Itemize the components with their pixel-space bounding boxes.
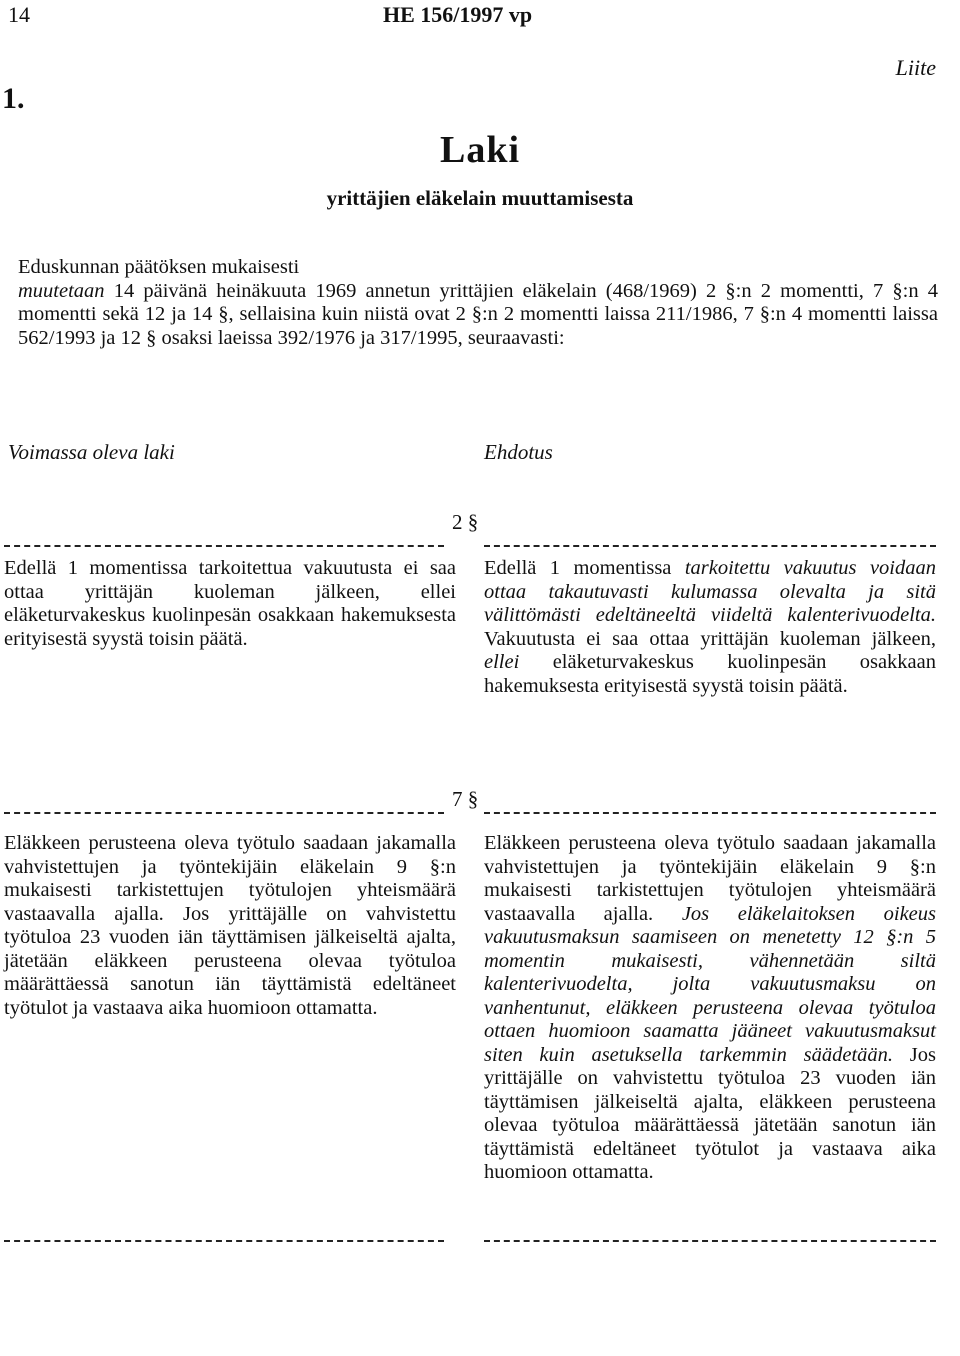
divider-line — [4, 545, 444, 547]
law-subtitle: yrittäjien eläkelain muuttamisesta — [326, 186, 634, 210]
document-id: HE 156/1997 vp — [383, 2, 533, 27]
intro-body: 14 päivänä heinäkuuta 1969 annetun yrittäjien eläkelain (468/1969) 2 §:n 2 momentti, 7 §:n 4 momentti sekä 12 ja 14 §, sellaisina kuin niistä ovat 2 §:n 2 momentti laissa 211/1986, 7 §:n 4 momentti laissa 562/1993 ja 12 § osaksi laeissa 392/1976 ja 317/1995, seuraavasti: — [18, 279, 938, 349]
divider-line — [484, 812, 936, 814]
divider-line — [4, 1240, 444, 1242]
intro-paragraph — [18, 256, 938, 350]
law-title: Laki — [439, 129, 521, 171]
text-run: Vakuutusta ei saa ottaa yrittäjän kuoleman jälkeen, — [484, 627, 936, 650]
divider-line — [4, 812, 444, 814]
section-2-proposal-text — [484, 557, 936, 698]
italic-run: Jos eläkelaitoksen oikeus vakuutusmaksun saamiseen on menetetty 12 §:n 5 momentin mukaisesti, vähennetään siltä kalenterivuodelta, jolta vakuutusmaksu on vanhentunut, eläkkeen perusteena olevaa työtuloa ottaen huomioon saamatta jääneet vakuutusmaksut siten kuin asetuksella tarkemmin säädetään. — [484, 902, 936, 1066]
section-7-current-text: Eläkkeen perusteena oleva työtulo saadaan jakamalla vahvistettujen ja työntekijäin eläkelain 9 §:n mukaisesti tarkistettujen työtulojen yhteismäärä vastaavalla ajalla. Jos yrittäjälle on vahvistettu työtuloa 23 vuoden iän täyttämisen jälkeiseltä ajalta, jätetään eläkkeen perusteena olevaa työtuloa määrättäessä sanotun iän täyttämistä edeltäneet työtulot ja vastaava aika huomioon ottamatta. — [4, 832, 456, 1019]
section-number: 1. — [2, 82, 25, 115]
italic-run: tarkoitettu vakuutus voidaan ottaa takautuvasti kulumassa olevalta ja sitä välittömästi edeltäneeltä viideltä kalenterivuodelta. — [484, 557, 936, 626]
italic-run: ellei — [484, 651, 520, 673]
text-run: Edellä 1 momentissa — [484, 557, 685, 579]
text-run: eläketurvakeskus kuolinpesän osakkaan hakemuksesta erityisestä syystä toisin päätä. — [484, 651, 936, 697]
text-run: Eläkkeen perusteena oleva työtulo saadaan jakamalla vahvistettujen ja työntekijäin eläkelain 9 §:n mukaisesti tarkistettujen työtulojen yhteismäärä vastaavalla ajalla. — [484, 832, 936, 925]
text-run: Jos yrittäjälle on vahvistettu työtuloa 23 vuoden iän täyttämisen jälkeiseltä ajalta, eläkkeen perusteena olevaa työtuloa määrättäessä jätetään sanotun iän täyttämistä edeltäneet työtulot ja vastaava aika huomioon ottamatta. — [484, 1043, 936, 1183]
appendix-label: Liite — [895, 55, 936, 80]
section-7-proposal-text — [484, 832, 936, 1185]
intro-line1: Eduskunnan päätöksen mukaisesti — [18, 256, 300, 278]
page-number: 14 — [8, 2, 30, 27]
divider-line — [484, 1240, 936, 1242]
amended-word: muutetaan — [18, 279, 105, 302]
intro-text — [18, 280, 938, 351]
proposal-heading: Ehdotus — [484, 440, 553, 464]
section-7-sign: 7 § — [452, 787, 479, 811]
current-law-heading: Voimassa oleva laki — [8, 440, 175, 464]
section-2-sign: 2 § — [452, 510, 479, 534]
section-2-current-text: Edellä 1 momentissa tarkoitettua vakuutusta ei saa ottaa yrittäjän kuoleman jälkeen, ellei eläketurvakeskus kuolinpesän osakkaan hakemuksesta erityisestä syystä toisin päätä. — [4, 557, 456, 650]
divider-line — [484, 545, 936, 547]
